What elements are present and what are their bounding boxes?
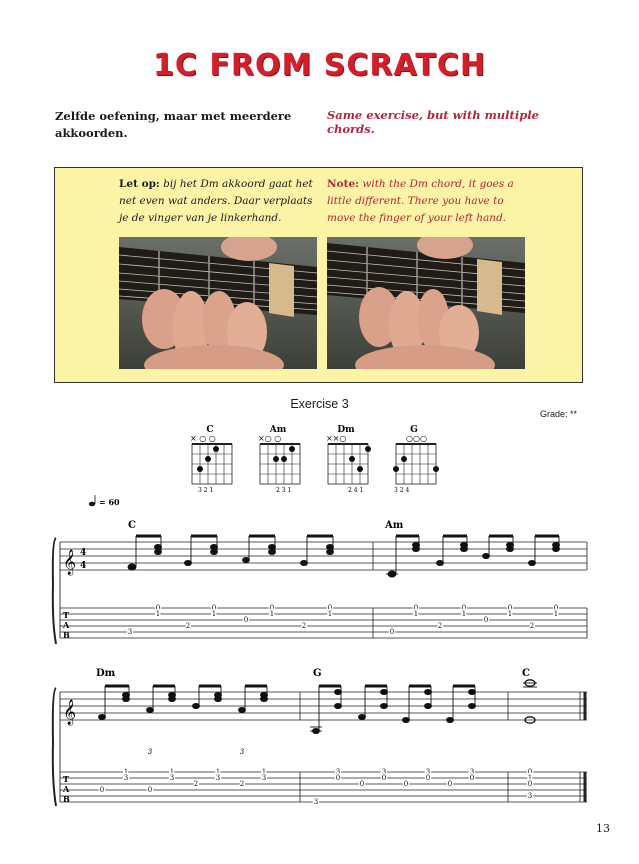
note-dutch-label: Let op: — [119, 178, 160, 190]
svg-text:0: 0 — [381, 774, 387, 782]
svg-text:0: 0 — [335, 774, 341, 782]
chord-symbol-dm: Dm — [96, 668, 116, 679]
svg-text:0: 0 — [461, 604, 467, 612]
chord-diagram-g — [393, 425, 439, 494]
chord-symbol-am: Am — [385, 520, 404, 531]
notes-measure-4 — [310, 686, 476, 734]
note-dutch-text: bij het Dm akkoord gaat het net even wat anders. Daar verplaats je de vinger van je linkerhand. — [119, 178, 313, 224]
svg-text:3: 3 — [169, 774, 175, 782]
svg-text:2: 2 — [301, 622, 307, 630]
chord-fingering: 3 2 4 — [394, 487, 410, 494]
quarter-note-icon — [89, 502, 95, 507]
svg-text:1: 1 — [461, 610, 467, 618]
svg-text:0: 0 — [553, 604, 559, 612]
svg-text:2: 2 — [239, 780, 245, 788]
svg-text:1: 1 — [169, 768, 175, 776]
svg-text:1: 1 — [327, 610, 333, 618]
music-system-2 — [50, 662, 595, 812]
svg-text:0: 0 — [447, 780, 453, 788]
chord-fingering: 3 2 1 — [198, 487, 214, 494]
photo-dm-chord-after — [327, 237, 525, 369]
chord-fingering: 2 4 1 — [348, 487, 364, 494]
photo-dm-chord-before — [119, 237, 317, 369]
svg-text:3: 3 — [239, 748, 245, 756]
system-bracket — [53, 688, 56, 806]
svg-text:2: 2 — [193, 780, 199, 788]
tuplet-marks — [148, 748, 245, 756]
tab-string-5 — [528, 792, 532, 800]
svg-text:3: 3 — [261, 774, 267, 782]
svg-text:0: 0 — [469, 774, 475, 782]
svg-text:1: 1 — [211, 610, 217, 618]
svg-text:3: 3 — [527, 792, 533, 800]
notes-measure-3 — [99, 686, 268, 720]
tab-string-6 — [314, 798, 318, 806]
page-number: 13 — [596, 822, 610, 835]
music-system-1 — [50, 512, 595, 647]
tempo-value: = 60 — [99, 497, 120, 507]
svg-text:0: 0 — [211, 604, 217, 612]
svg-text:1: 1 — [553, 610, 559, 618]
chord-top-marks: ×○ ○ — [258, 434, 282, 443]
svg-text:0: 0 — [483, 616, 489, 624]
chord-fingering: 2 3 1 — [276, 487, 292, 494]
page-title: 1C FROM SCRATCH — [153, 48, 486, 83]
treble-clef-icon: 𝄞 — [63, 550, 77, 575]
svg-text:0: 0 — [269, 604, 275, 612]
svg-text:0: 0 — [99, 786, 105, 794]
svg-text:0: 0 — [243, 616, 249, 624]
svg-text:0: 0 — [359, 780, 365, 788]
svg-text:3: 3 — [215, 774, 221, 782]
svg-text:1: 1 — [123, 768, 129, 776]
svg-text:1: 1 — [155, 610, 161, 618]
svg-text:0: 0 — [155, 604, 161, 612]
svg-text:0: 0 — [413, 604, 419, 612]
chord-diagram-name: Dm — [337, 425, 355, 435]
chord-diagram-name: Am — [269, 425, 287, 435]
svg-text:1: 1 — [261, 768, 267, 776]
chord-diagram-dm — [326, 425, 371, 494]
chord-diagram-am — [258, 425, 300, 494]
svg-text:3: 3 — [469, 768, 475, 776]
chord-top-marks: × ○ ○ — [190, 434, 216, 443]
svg-text:0: 0 — [527, 768, 533, 776]
svg-text:0: 0 — [147, 786, 153, 794]
chord-diagram-name: G — [410, 425, 418, 435]
notes-measure-5 — [523, 680, 537, 723]
svg-text:0: 0 — [389, 628, 395, 636]
svg-text:3: 3 — [335, 768, 341, 776]
svg-text:2: 2 — [185, 622, 191, 630]
tab-label — [62, 610, 70, 640]
note-english — [327, 176, 532, 227]
svg-text:3: 3 — [127, 628, 133, 636]
note-english-text: with the Dm chord, it goes a little different. There you have to move the finger of your left hand. — [327, 178, 514, 224]
notes-measure-1 — [128, 536, 334, 570]
tab-numbers-system-2 — [100, 768, 532, 806]
exercise-title: Exercise 3 — [290, 397, 349, 411]
svg-text:A: A — [63, 784, 70, 794]
svg-text:3: 3 — [147, 748, 153, 756]
svg-text:0: 0 — [507, 604, 513, 612]
chord-diagrams — [180, 422, 450, 494]
svg-text:3: 3 — [381, 768, 387, 776]
tab-label — [62, 774, 70, 804]
svg-text:1: 1 — [413, 610, 419, 618]
note-english-label: Note: — [327, 178, 360, 190]
svg-text:A: A — [63, 620, 70, 630]
chord-diagram-name: C — [206, 425, 214, 435]
chord-symbol-g: G — [313, 668, 322, 679]
time-signature-top: 4 — [80, 548, 87, 558]
treble-clef-icon: 𝄞 — [63, 700, 77, 725]
svg-text:0: 0 — [425, 774, 431, 782]
svg-text:T: T — [63, 774, 69, 784]
chord-symbol-c: C — [128, 520, 136, 531]
svg-text:B: B — [63, 794, 70, 804]
svg-text:3: 3 — [123, 774, 129, 782]
system-bracket — [53, 538, 56, 644]
svg-text:0: 0 — [327, 604, 333, 612]
svg-text:3: 3 — [313, 798, 319, 806]
intro-dutch: Zelfde oefening, maar met meerdere akkoorden. — [55, 109, 292, 140]
tempo-marking — [88, 494, 148, 508]
svg-text:1: 1 — [527, 774, 533, 782]
svg-text:1: 1 — [507, 610, 513, 618]
svg-text:0: 0 — [527, 780, 533, 788]
svg-text:1: 1 — [269, 610, 275, 618]
chord-top-marks: ××○ — [326, 434, 347, 443]
time-signature-bottom: 4 — [80, 561, 87, 571]
svg-text:T: T — [63, 610, 69, 620]
svg-text:1: 1 — [215, 768, 221, 776]
chord-symbol-c-final: C — [522, 668, 530, 679]
svg-text:0: 0 — [403, 780, 409, 788]
chord-diagram-c — [190, 425, 232, 494]
note-dutch — [119, 176, 324, 227]
chord-top-marks: ○○○ — [406, 434, 427, 443]
grade-label: Grade: ** — [540, 409, 578, 419]
intro-english: Same exercise, but with multiple chords. — [327, 108, 539, 136]
svg-text:2: 2 — [529, 622, 535, 630]
svg-text:3: 3 — [425, 768, 431, 776]
svg-text:2: 2 — [437, 622, 443, 630]
svg-text:B: B — [63, 630, 70, 640]
